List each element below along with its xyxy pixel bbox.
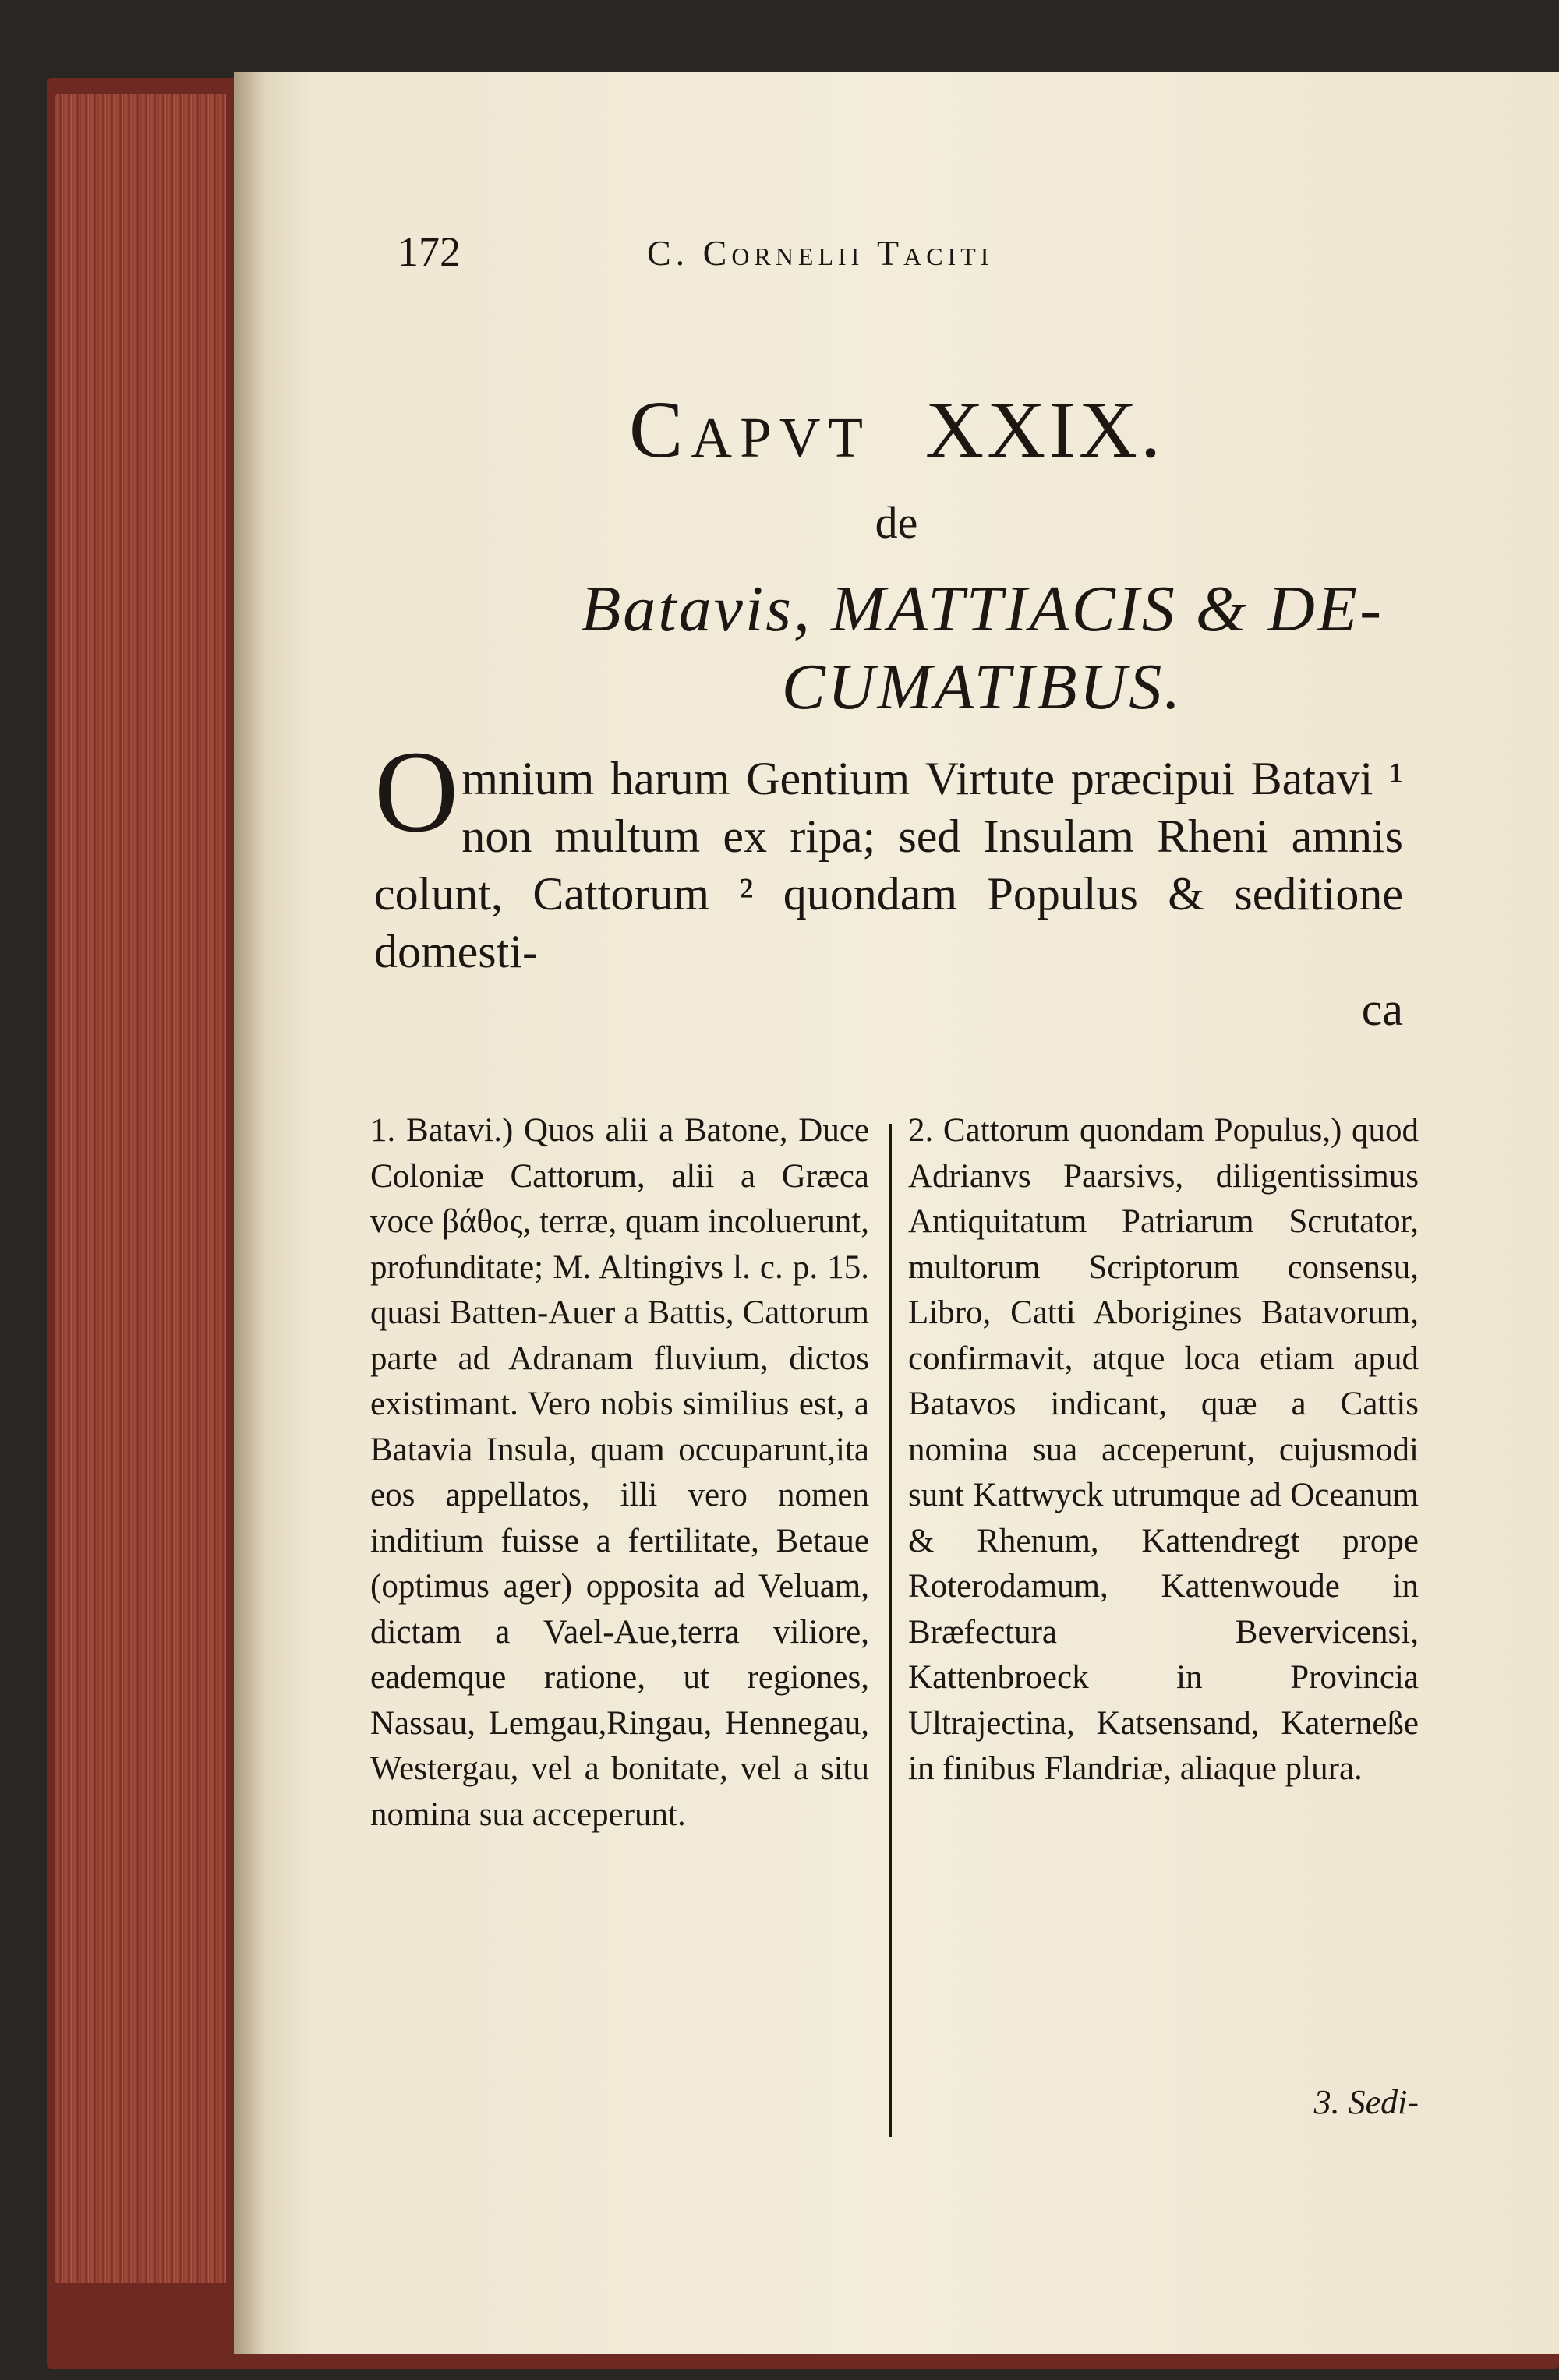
chapter-de: de (875, 497, 918, 548)
catchword: 3. Sedi- (1313, 2083, 1419, 2121)
footnote-2: 2. Cattorum quondam Populus,) quod Adrianvs Paarsivs, diligentissimus Antiquitatum Patriarum Scrutator, multorum Scriptorum consensu, Libro, Catti Aborigines Batavorum, confirmavit, atque loca etiam apud Batavos indicant, quæ a Cattis nomina sua acceperunt, cujusmodi sunt Kattwyck utrumque ad Oceanum & Rhenum, Kattendregt prope Roterodamum, Kattenwoude in Bræfectura Bevervicensi, Kattenbroeck in Provincia Ultrajectina, Katsensand, Katerneße in finibus Flandriæ, aliaque plura. (908, 1112, 1419, 1787)
footnote-1: 1. Batavi.) Quos alii a Batone, Duce Coloniæ Cattorum, alii a Græca voce βάθος, terræ, quam incoluerunt, profunditate; M. Altingivs l. c. p. 15. quasi Batten-Auer a Battis, Cattorum parte ad Adranam fluvium, dictos existimant. Vero nobis similius est, a Batavia Insula, quam occuparunt,ita eos appellatos, illi vero nomen inditium fuisse a fertilitate, Betaue (optimus ager) opposita ad Veluam, dictam a Vael-Aue,terra viliore, eademque ratione, ut regiones, Nassau, Lemgau,Ringau, Hennegau, Westergau, vel a bonitate, vel a situ nomina sua acceperunt. (370, 1112, 869, 1833)
caput-label: Capvt (629, 385, 871, 475)
main-text (374, 727, 1403, 1038)
footnotes (370, 1108, 1419, 2145)
chapter-subtitle: Batavis, MATTIACIS & DE-CUMATIBUS. (580, 573, 1384, 723)
gutter-shadow (234, 72, 265, 2354)
main-text-body: mnium harum Gentium Virtute præcipui Batavi ¹ non multum ex ripa; sed Insulam Rheni amnis colunt, Cattorum ² quondam Populus & seditione domesti- (374, 753, 1403, 977)
running-title: C. Cornelii Taciti (647, 233, 994, 273)
book-page (234, 72, 1559, 2354)
page-number: 172 (398, 228, 461, 275)
column-rule (889, 1124, 892, 2137)
chapter-number: XXIX. (925, 385, 1164, 475)
drop-cap: O (374, 727, 459, 856)
page-edges (55, 94, 226, 2283)
main-text-continuation: ca (1361, 983, 1403, 1035)
running-head (234, 228, 1559, 321)
chapter-heading (234, 383, 1559, 476)
